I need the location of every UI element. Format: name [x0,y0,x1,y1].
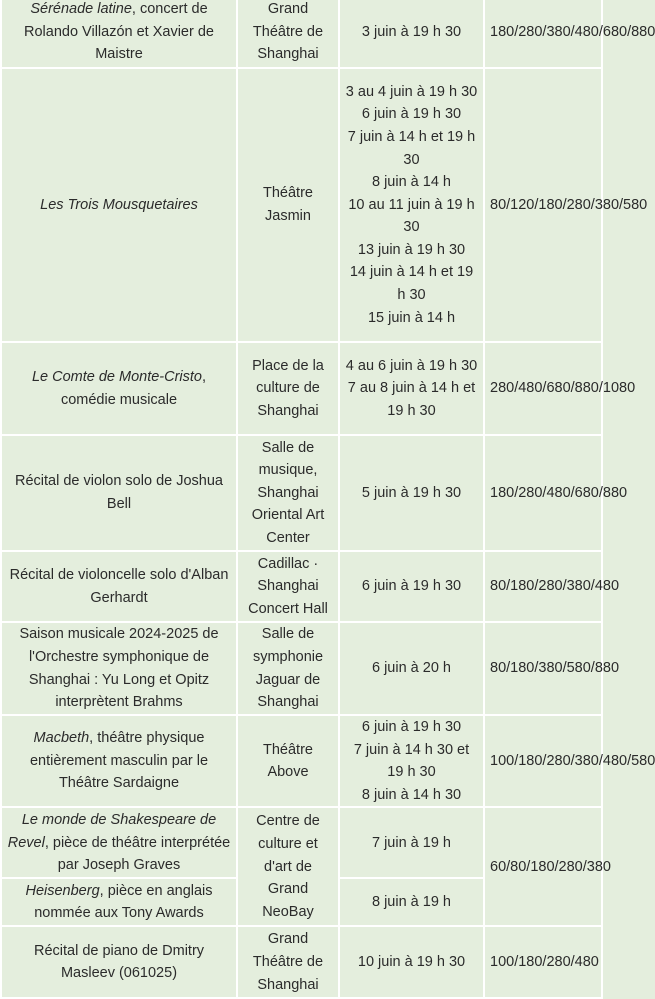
date-line: 13 juin à 19 h 30 [357,241,466,258]
event-title-text: Récital de violoncelle solo d'Alban Gerhardt [9,566,229,606]
event-title-cell [1,807,237,878]
date-line: 7 au 8 juin à 14 h et 19 h 30 [347,380,476,419]
event-title-text: , concert de Rolando Villazón et Xavier de Maistre [24,1,214,63]
table-row [1,68,602,342]
event-title-italic: Sérénade latine [30,1,132,18]
dates-cell [339,551,484,622]
venue-cell: Théâtre Jasmin [237,68,339,342]
prices-cell: 180/280/380/480/680/880 [484,0,602,68]
date-line: 8 juin à 19 h [371,894,451,911]
venue-cell: Grand Théâtre de Shanghai [237,926,339,998]
prices-cell: 280/480/680/880/1080 [484,342,602,435]
dates-cell [339,342,484,435]
prices-cell: 180/280/480/680/880 [484,435,602,551]
event-title-italic: Le Comte de Monte-Cristo [31,368,202,385]
date-line: 6 juin à 20 h [371,660,451,677]
table-row [1,435,602,551]
dates-cell [339,622,484,715]
venue-cell: Salle de symphonie Jaguar de Shanghai [237,622,339,715]
date-line: 3 au 4 juin à 19 h 30 [345,83,478,100]
event-title-cell [1,551,237,622]
dates-cell [339,926,484,998]
event-title-text: , théâtre physique entièrement masculin par le Théâtre Sardaigne [29,730,209,792]
dates-cell [339,807,484,878]
event-title-cell [1,878,237,926]
date-line: 5 juin à 19 h 30 [361,484,462,501]
venue-cell: Centre de culture et d'art de Grand NeoBay [237,807,339,926]
date-line: 8 juin à 14 h 30 [361,786,462,803]
event-title-cell [1,926,237,998]
event-title-cell [1,0,237,68]
table-row [1,807,602,878]
event-title-cell [1,342,237,435]
prices-cell: 100/180/280/380/480/580 [484,715,602,807]
event-title-cell [1,622,237,715]
table-row [1,551,602,622]
dates-cell [339,715,484,807]
venue-cell: Grand Théâtre de Shanghai [237,0,339,68]
prices-cell: 60/80/180/280/380 [484,807,602,926]
dates-cell [339,68,484,342]
dates-cell [339,0,484,68]
prices-cell: 100/180/280/480 [484,926,602,998]
dates-cell [339,435,484,551]
prices-cell: 80/120/180/280/380/580 [484,68,602,342]
table-row [1,926,602,998]
event-title-italic: Les Trois Mousquetaires [40,196,198,213]
date-line: 7 juin à 19 h [371,834,451,851]
date-line: 7 juin à 14 h 30 et 19 h 30 [353,741,470,781]
date-line: 6 juin à 19 h 30 [361,578,462,595]
table-row [1,715,602,807]
date-line: 6 juin à 19 h 30 [361,719,462,735]
event-title-italic: Le monde de Shakespeare de Revel [7,811,217,851]
event-title-italic: Heisenberg [25,882,100,899]
event-title-text: Récital de violon solo de Joshua Bell [15,473,223,512]
venue-cell: Théâtre Above [237,715,339,807]
event-title-text: , comédie musicale [60,368,207,408]
event-title-italic: Macbeth [33,730,90,747]
table-row [1,622,602,715]
event-title-text: Saison musicale 2024-2025 de l'Orchestre symphonique de Shanghai : Yu Long et Opitz interprètent Brahms [19,626,219,711]
date-line: 15 juin à 14 h [367,309,456,326]
date-line: 8 juin à 14 h [371,174,451,191]
prices-cell: 80/180/280/380/480 [484,551,602,622]
date-line: 7 juin à 14 h et 19 h 30 [347,128,476,168]
prices-cell: 80/180/380/580/880 [484,622,602,715]
event-title-cell [1,68,237,342]
event-title-text: Récital de piano de Dmitry Masleev (061025) [33,942,205,982]
table-row [1,342,602,435]
date-line: 4 au 6 juin à 19 h 30 [345,357,478,374]
venue-cell: Salle de musique, Shanghai Oriental Art Center [237,435,339,551]
venue-cell: Place de la culture de Shanghai [237,342,339,435]
date-line: 10 juin à 19 h 30 [357,954,466,971]
date-line: 14 juin à 14 h et 19 h 30 [349,264,474,304]
event-title-text: , pièce en anglais nommée aux Tony Awards [34,882,213,922]
table-row [1,0,602,68]
date-line: 10 au 11 juin à 19 h 30 [348,196,475,236]
venue-cell: Cadillac · Shanghai Concert Hall [237,551,339,622]
event-title-cell [1,435,237,551]
dates-cell [339,878,484,926]
date-line: 3 juin à 19 h 30 [361,23,462,40]
event-title-text: , pièce de théâtre interprétée par Joseph Graves [44,834,231,874]
event-title-cell [1,715,237,807]
date-line: 6 juin à 19 h 30 [361,106,462,123]
